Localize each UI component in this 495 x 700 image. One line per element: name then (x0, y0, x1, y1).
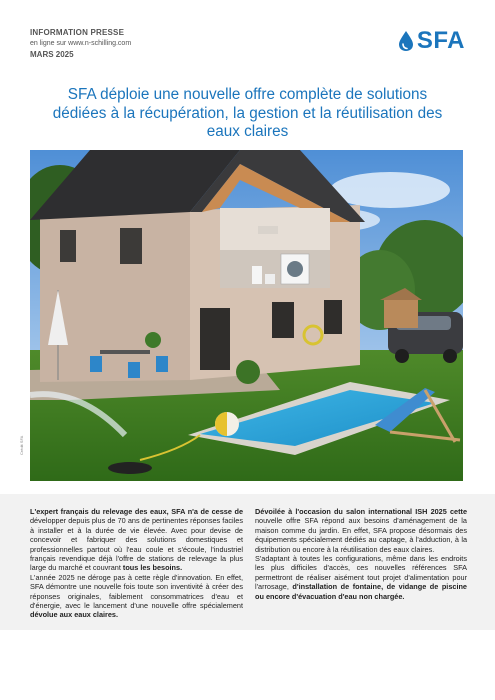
body-column-left (30, 507, 243, 620)
photo-credit: Crédit SFA (19, 435, 24, 455)
press-header (30, 27, 131, 60)
paragraph (255, 554, 467, 601)
paragraph (30, 573, 243, 620)
emphasis-text: d'installation de fontaine, de vidange de piscine ou encore d'évacuation d'eau non chargée. (255, 582, 467, 601)
paragraph-text: nouvelle offre SFA répond aux besoins d'aménagement de la maison comme du jardin. En effet, SFA propose désormais des équipements spécialement dédiés au captage, à l'adduction, à la distribution ou encore à la réutilisation des eaux claires. (255, 516, 467, 554)
house-garden-pool-illustration (30, 150, 463, 481)
lead-bold-text: Dévoilée à l'occasion du salon international ISH 2025 cette (255, 507, 467, 516)
paragraph (255, 507, 467, 554)
lead-bold-text: L'expert français du relevage des eaux, SFA n'a de cesse de (30, 507, 243, 516)
paragraph (30, 507, 243, 573)
sfa-logo (397, 27, 465, 54)
paragraph-text: S'adaptant à toutes les configurations, même dans les endroits les plus difficiles d'accès, ces nouvelles références SFA permettront de réaliser aisément tout projet d'alimentation pour l'arrosage, (255, 554, 467, 592)
header-website[interactable]: en ligne sur www.n-schilling.com (30, 40, 132, 47)
emphasis-text: tous les besoins. (122, 563, 183, 573)
body-column-right (255, 507, 467, 601)
emphasis-text: dévolue aux eaux claires. (30, 610, 119, 620)
paragraph-text: développer depuis plus de 70 ans de pertinentes réponses faciles à installer et à la durée de vie élevée. Avec pour devise de concevoir et fabriquer des solutions domestiques et professionnelles partout où l'eau coule et s'écoule, l'industriel français revendique déjà l'offre de stations de relevage la plus large du marché et couvrant (30, 516, 243, 573)
paragraph-text: L'année 2025 ne déroge pas à cette règle d'innovation. En effet, SFA démontre une nouvelle fois toute son inventivité à créer des réponses originales, faiblement consommatrices d'eau et d'énergie, avec le lancement d'une nouvelle offre spécialement (30, 572, 243, 611)
header-label: INFORMATION PRESSE (30, 28, 125, 37)
logo-text: SFA (416, 27, 465, 54)
page-title: SFA déploie une nouvelle offre complète de solutions dédiées à la récupération, la gestion et la réutilisation des eaux claires (52, 86, 443, 140)
header-date: MARS 2025 (30, 50, 74, 59)
water-drop-icon (397, 30, 415, 52)
